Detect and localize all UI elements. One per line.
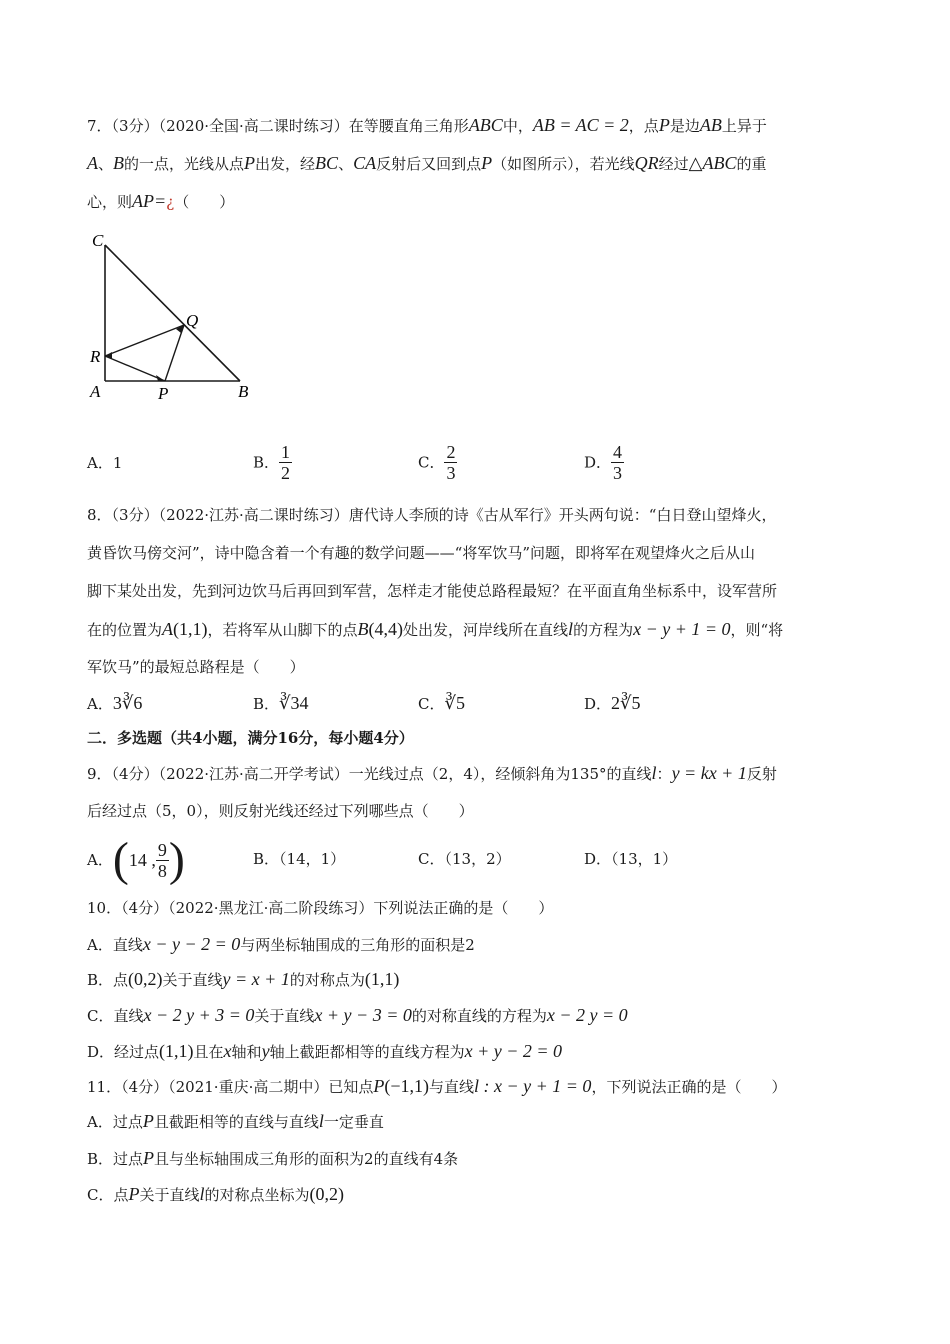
- fraction: $\frac{2}{3}$: [446, 442, 456, 483]
- q10-option-b[interactable]: B．点(0,2)关于直线y = x + 1的对称点为(1,1): [87, 969, 400, 989]
- q9-option-c[interactable]: C．（13，2）: [418, 850, 511, 868]
- q7-triangle-figure: [80, 225, 280, 410]
- q7-option-d[interactable]: D． $\frac{4}{3}$: [584, 442, 623, 483]
- q7-option-a[interactable]: A．1: [87, 454, 123, 472]
- ray-RP: [105, 356, 165, 381]
- q8-line-4: 在的位置为A(1,1)，若将军从山脚下的点B(4,4)处出发，河岸线所在直线l的方程为x − y + 1 = 0，则“将: [87, 619, 784, 639]
- q8-line-3: 脚下某处出发，先到河边饮马后再回到军营，怎样走才能使总路程最短？在平面直角坐标系中，设军营所: [87, 582, 778, 600]
- label-A: A: [90, 382, 101, 401]
- q7-line-1: 7．（3分）（2020·全国·高二课时练习）在等腰直角三角形ABC中，AB = AC = 2，点P是边AB上异于: [87, 115, 767, 135]
- section-heading-multiple-choice: 二．多选题（共4小题，满分16分，每小题4分）: [87, 729, 414, 747]
- q7-line-3: 心，则AP=¿（ ）: [87, 191, 235, 211]
- label-B: B: [238, 382, 249, 401]
- fraction: $\frac{9}{8}$: [157, 839, 167, 881]
- q8-option-a[interactable]: A．3∛6: [87, 693, 143, 713]
- label-R: R: [90, 347, 101, 366]
- q9-line-2: 后经过点（5，0），则反射光线还经过下列哪些点（ ）: [87, 802, 474, 820]
- fraction: $\frac{1}{2}$: [281, 442, 291, 483]
- q8-line-2: 黄昏饮马傍交河”，诗中隐含着一个有趣的数学问题——“将军饮马”问题，即将军在观望烽火之后从山: [87, 544, 756, 562]
- label-C: C: [92, 231, 104, 250]
- q7-option-b[interactable]: B． $\frac{1}{2}$: [253, 442, 291, 483]
- q8-option-c[interactable]: C．∛5: [418, 693, 465, 713]
- ray-PQ: [165, 325, 184, 381]
- q7-option-c[interactable]: C． $\frac{2}{3}$: [418, 442, 456, 483]
- q10-option-a[interactable]: A．直线x − y − 2 = 0与两坐标轴围成的三角形的面积是2: [87, 934, 475, 954]
- q9-option-b[interactable]: B．（14，1）: [253, 850, 346, 868]
- q10-option-d[interactable]: D．经过点(1,1)且在x轴和y轴上截距都相等的直线方程为x + y − 2 = 0: [87, 1041, 562, 1061]
- q9-option-d[interactable]: D．（13，1）: [584, 850, 678, 868]
- q9-option-a[interactable]: A．(14 , $\frac{9}{8}$ ): [87, 833, 185, 886]
- q7-line-2: A、B的一点，光线从点P出发，经BC、CA反射后又回到点P（如图所示），若光线QR经过△ABC的重: [87, 153, 767, 173]
- q10-line-1: 10．（4分）（2022·黑龙江·高二阶段练习）下列说法正确的是（ ）: [87, 899, 554, 917]
- q9-line-1: 9．（4分）（2022·江苏·高二开学考试）一光线过点（2，4），经倾斜角为135°的直线l：y = kx + 1反射: [87, 763, 777, 783]
- label-Q: Q: [186, 311, 199, 330]
- label-P: P: [158, 384, 169, 403]
- q10-option-c[interactable]: C．直线x − 2 y + 3 = 0关于直线x + y − 3 = 0的对称直线的方程为x − 2 y = 0: [87, 1005, 628, 1025]
- q8-line-5: 军饮马”的最短总路程是（ ）: [87, 658, 305, 676]
- q8-line-1: 8．（3分）（2022·江苏·高二课时练习）唐代诗人李颀的诗《古从军行》开头两句说：“白日登山望烽火，: [87, 506, 777, 524]
- q8-option-b[interactable]: B．∛34: [253, 693, 309, 713]
- fraction: $\frac{4}{3}$: [613, 442, 623, 483]
- q11-option-b[interactable]: B．过点P且与坐标轴围成三角形的面积为2的直线有4条: [87, 1148, 459, 1168]
- arrowhead-P: [156, 375, 165, 381]
- q11-option-a[interactable]: A．过点P且截距相等的直线与直线l一定垂直: [87, 1111, 384, 1131]
- q11-line-1: 11．（4分）（2021·重庆·高二期中）已知点P(−1,1)与直线l : x − y + 1 = 0，下列说法正确的是（ ）: [87, 1076, 787, 1096]
- q11-option-c[interactable]: C．点P关于直线l的对称点坐标为(0,2): [87, 1184, 345, 1204]
- ray-QR: [105, 325, 184, 356]
- q8-option-d[interactable]: D．2∛5: [584, 693, 641, 713]
